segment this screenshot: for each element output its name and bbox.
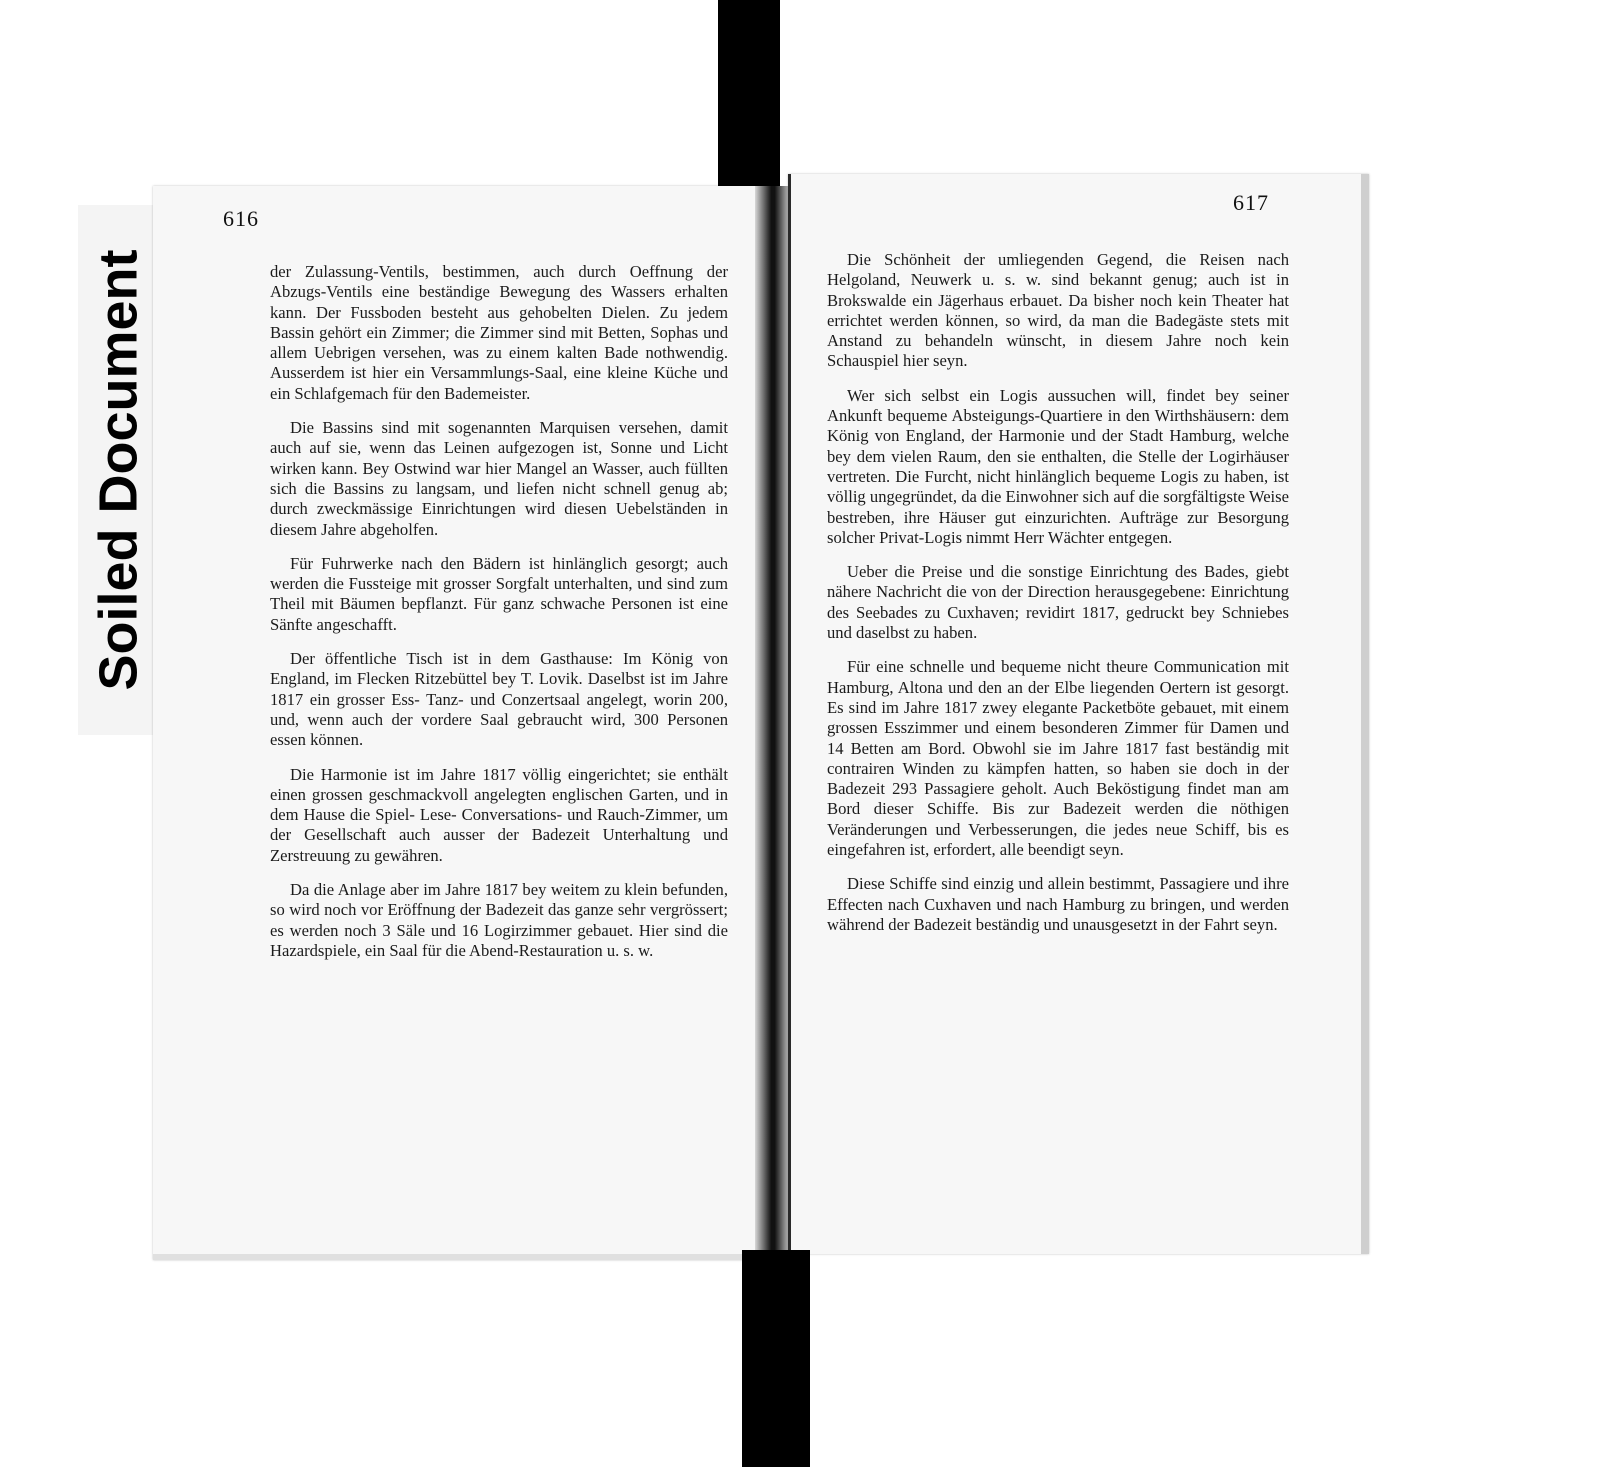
paragraph: Für eine schnelle und bequeme nicht theure Communication mit Hamburg, Altona und den an der Elbe liegenden Oertern ist gesorgt. Es sind im Jahre 1817 zwey elegante Packetböte gebauet, mit einem grossen Esszimmer und einem besonderen Zimmer für Damen und 14 Betten am Bord. Obwohl sie im Jahre 1817 fast beständig mit contrairen Winden zu kämpfen hatten, so haben sie doch in der Badezeit 293 Passagiere geholt. Auch Beköstigung findet man am Bord dieser Schiffe. Bis zur Badezeit werden die nöthigen Veränderungen und Verbesserungen, die jedes neue Schiff, bis es eingefahren ist, erfordert, alle beendigt seyn. [827, 657, 1289, 860]
paragraph: Wer sich selbst ein Logis aussuchen will, findet bey seiner Ankunft bequeme Absteigungs-Quartiere in den Wirthshäusern: dem König von England, der Harmonie und der Stadt Hamburg, welche bey dem vielen Raum, den sie enthalten, die Stelle der Logirhäuser vertreten. Die Furcht, nicht hinlänglich bequeme Logis zu haben, ist völlig ungegründet, da die Einwohner sich auf die sorgfältigste Weise bestreben, ihre Häuser gut einzurichten. Aufträge zur Besorgung solcher Privat-Logis nimmt Herr Wächter entgegen. [827, 385, 1289, 547]
binding-strip-bottom [742, 1250, 810, 1467]
paragraph: Der öffentliche Tisch ist in dem Gasthause: Im König von England, im Flecken Ritzebüttel bey T. Lovik. Daselbst ist im Jahre 1817 ein grosser Ess- Tanz- und Conzertsaal angelegt, worin 200, und, wenn auch der vordere Saal gebraucht wird, 300 Personen essen können. [270, 649, 728, 750]
left-page [153, 186, 766, 1260]
paragraph: Die Schönheit der umliegenden Gegend, die Reisen nach Helgoland, Neuwerk u. s. w. sind bekannt genug; auch ist in Brokswalde ein Jägerhaus erbauet. Da bisher noch kein Theater hat errichtet werden können, so wird, da man die Badegäste stets mit Anstand zu behandeln wünscht, in diesem Jahre noch kein Schauspiel hier seyn. [827, 250, 1289, 371]
paragraph: Für Fuhrwerke nach den Bädern ist hinlänglich gesorgt; auch werden die Fussteige mit grosser Sorgfalt unterhalten, und sind zum Theil mit Bäumen bepflanzt. Für ganz schwache Personen ist eine Sänfte angeschafft. [270, 553, 728, 634]
paragraph: Die Bassins sind mit sogenannten Marquisen versehen, damit auch auf sie, wenn das Leinen aufgezogen ist, Sonne und Licht wirken kann. Bey Ostwind war hier Mangel an Wasser, auch füllten sich die Bassins zu langsam, und liefen nicht schnell genug ab; durch zweckmässige Einrichtungen wird diesen Uebelständen in diesem Jahre abgeholfen. [270, 418, 728, 539]
page-number-left: 616 [223, 206, 259, 231]
paragraph: der Zulassung-Ventils, bestimmen, auch durch Oeffnung der Abzugs-Ventils eine beständige Bewegung des Wassers erhalten kann. Der Fussboden besteht aus gehobelten Dielen. Zu jedem Bassin gehört ein Zimmer; die Zimmer sind mit Betten, Sophas und allem Uebrigen versehen, was zu einem kalten Bade nothwendig. Ausserdem ist hier ein Versammlungs-Saal, eine kleine Küche und ein Schlafgemach für den Bademeister. [270, 262, 728, 403]
left-page-body [270, 262, 728, 975]
soiled-document-label [78, 205, 160, 735]
paragraph: Die Harmonie ist im Jahre 1817 völlig eingerichtet; sie enthält einen grossen geschmackvoll angelegten englischen Garten, und in dem Hause die Spiel- Lese- Conversations- und Rauch-Zimmer, um der Gesellschaft auch ausser der Badezeit Unterhaltung und Zerstreuung zu gewähren. [270, 764, 728, 865]
right-page-body [827, 250, 1289, 949]
paragraph: Da die Anlage aber im Jahre 1817 bey weitem zu klein befunden, so wird noch vor Eröffnung der Badezeit das ganze sehr vergrössert; es werden noch 3 Säle und 16 Logirzimmer gebauet. Hier sind die Hazardspiele, ein Saal für die Abend-Restauration u. s. w. [270, 880, 728, 960]
book-gutter [755, 186, 791, 1256]
binding-strip-top [718, 0, 780, 200]
paragraph: Diese Schiffe sind einzig und allein bestimmt, Passagiere und ihre Effecten nach Cuxhaven und nach Hamburg zu bringen, und werden während der Badezeit beständig und unausgesetzt in der Fahrt seyn. [827, 874, 1289, 934]
label-text: Soiled Document [89, 249, 150, 691]
page-number-right: 617 [1233, 190, 1269, 215]
right-page [788, 174, 1369, 1254]
paragraph: Ueber die Preise und die sonstige Einrichtung des Bades, giebt nähere Nachricht die von der Direction herausgegebene: Einrichtung des Seebades zu Cuxhaven; revidirt 1817, gedruckt bey Schniebes und daselbst zu haben. [827, 562, 1289, 643]
